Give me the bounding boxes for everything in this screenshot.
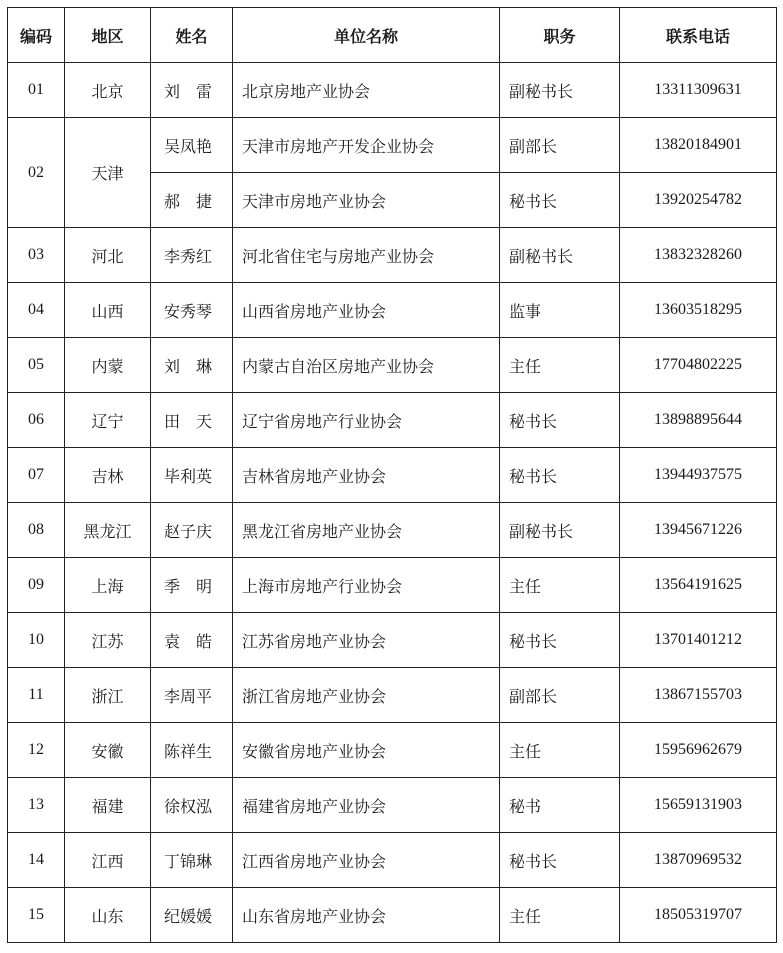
cell-region: 黑龙江 <box>65 503 151 558</box>
cell-region: 安徽 <box>65 723 151 778</box>
cell-code: 11 <box>8 668 65 723</box>
cell-region: 上海 <box>65 558 151 613</box>
cell-phone: 13920254782 <box>620 173 777 228</box>
cell-code: 06 <box>8 393 65 448</box>
table-row <box>8 448 777 503</box>
cell-unit: 江苏省房地产业协会 <box>233 613 500 668</box>
cell-region: 江苏 <box>65 613 151 668</box>
cell-name: 袁 皓 <box>151 613 233 668</box>
cell-code: 05 <box>8 338 65 393</box>
header-phone: 联系电话 <box>620 8 777 63</box>
cell-position: 秘书长 <box>500 393 620 448</box>
cell-name: 纪媛媛 <box>151 888 233 943</box>
table-row <box>8 668 777 723</box>
cell-code: 01 <box>8 63 65 118</box>
table-row <box>8 228 777 283</box>
table-row <box>8 778 777 833</box>
cell-position: 秘书长 <box>500 613 620 668</box>
cell-position: 主任 <box>500 888 620 943</box>
cell-position: 副部长 <box>500 118 620 173</box>
cell-name: 季 明 <box>151 558 233 613</box>
header-region: 地区 <box>65 8 151 63</box>
cell-region: 天津 <box>65 118 151 228</box>
cell-phone: 13944937575 <box>620 448 777 503</box>
cell-code: 08 <box>8 503 65 558</box>
cell-region: 江西 <box>65 833 151 888</box>
cell-name: 刘 琳 <box>151 338 233 393</box>
cell-unit: 内蒙古自治区房地产业协会 <box>233 338 500 393</box>
cell-unit: 北京房地产业协会 <box>233 63 500 118</box>
cell-phone: 15659131903 <box>620 778 777 833</box>
cell-unit: 黑龙江省房地产业协会 <box>233 503 500 558</box>
cell-phone: 13870969532 <box>620 833 777 888</box>
cell-phone: 13701401212 <box>620 613 777 668</box>
cell-position: 秘书长 <box>500 833 620 888</box>
cell-phone: 13603518295 <box>620 283 777 338</box>
cell-position: 秘书长 <box>500 173 620 228</box>
cell-region: 内蒙 <box>65 338 151 393</box>
cell-name: 赵子庆 <box>151 503 233 558</box>
cell-code: 02 <box>8 118 65 228</box>
table-row <box>8 283 777 338</box>
cell-position: 副部长 <box>500 668 620 723</box>
cell-phone: 13945671226 <box>620 503 777 558</box>
cell-code: 07 <box>8 448 65 503</box>
cell-code: 09 <box>8 558 65 613</box>
table-row <box>8 503 777 558</box>
cell-position: 副秘书长 <box>500 228 620 283</box>
cell-unit: 河北省住宅与房地产业协会 <box>233 228 500 283</box>
cell-position: 主任 <box>500 338 620 393</box>
cell-unit: 天津市房地产业协会 <box>233 173 500 228</box>
cell-name: 徐权泓 <box>151 778 233 833</box>
cell-phone: 17704802225 <box>620 338 777 393</box>
cell-region: 福建 <box>65 778 151 833</box>
cell-name: 李秀红 <box>151 228 233 283</box>
header-unit: 单位名称 <box>233 8 500 63</box>
cell-unit: 吉林省房地产业协会 <box>233 448 500 503</box>
cell-position: 主任 <box>500 558 620 613</box>
cell-unit: 福建省房地产业协会 <box>233 778 500 833</box>
cell-unit: 上海市房地产行业协会 <box>233 558 500 613</box>
cell-phone: 13867155703 <box>620 668 777 723</box>
cell-name: 毕利英 <box>151 448 233 503</box>
header-name: 姓名 <box>151 8 233 63</box>
cell-unit: 山东省房地产业协会 <box>233 888 500 943</box>
cell-position: 主任 <box>500 723 620 778</box>
cell-unit: 天津市房地产开发企业协会 <box>233 118 500 173</box>
cell-phone: 13820184901 <box>620 118 777 173</box>
table-row <box>8 393 777 448</box>
cell-phone: 13898895644 <box>620 393 777 448</box>
cell-region: 山西 <box>65 283 151 338</box>
cell-phone: 13311309631 <box>620 63 777 118</box>
table-row <box>8 118 777 173</box>
cell-region: 北京 <box>65 63 151 118</box>
cell-unit: 安徽省房地产业协会 <box>233 723 500 778</box>
cell-name: 刘 雷 <box>151 63 233 118</box>
cell-region: 浙江 <box>65 668 151 723</box>
header-row <box>8 8 777 63</box>
table-body <box>8 63 777 943</box>
cell-unit: 江西省房地产业协会 <box>233 833 500 888</box>
table-row <box>8 63 777 118</box>
cell-position: 秘书 <box>500 778 620 833</box>
contacts-table <box>7 7 777 943</box>
cell-unit: 辽宁省房地产行业协会 <box>233 393 500 448</box>
cell-region: 辽宁 <box>65 393 151 448</box>
cell-name: 郝 捷 <box>151 173 233 228</box>
cell-name: 李周平 <box>151 668 233 723</box>
cell-name: 陈祥生 <box>151 723 233 778</box>
cell-name: 吴凤艳 <box>151 118 233 173</box>
cell-phone: 18505319707 <box>620 888 777 943</box>
cell-region: 山东 <box>65 888 151 943</box>
table-row <box>8 338 777 393</box>
cell-phone: 13832328260 <box>620 228 777 283</box>
table-row <box>8 723 777 778</box>
table-row <box>8 833 777 888</box>
cell-unit: 浙江省房地产业协会 <box>233 668 500 723</box>
cell-code: 13 <box>8 778 65 833</box>
cell-name: 田 天 <box>151 393 233 448</box>
header-position: 职务 <box>500 8 620 63</box>
cell-phone: 15956962679 <box>620 723 777 778</box>
cell-unit: 山西省房地产业协会 <box>233 283 500 338</box>
cell-code: 12 <box>8 723 65 778</box>
cell-position: 监事 <box>500 283 620 338</box>
cell-position: 副秘书长 <box>500 503 620 558</box>
cell-position: 秘书长 <box>500 448 620 503</box>
cell-code: 03 <box>8 228 65 283</box>
table-row <box>8 888 777 943</box>
cell-position: 副秘书长 <box>500 63 620 118</box>
table-row <box>8 558 777 613</box>
cell-code: 10 <box>8 613 65 668</box>
header-code: 编码 <box>8 8 65 63</box>
cell-region: 河北 <box>65 228 151 283</box>
table-row <box>8 613 777 668</box>
cell-phone: 13564191625 <box>620 558 777 613</box>
cell-code: 04 <box>8 283 65 338</box>
cell-code: 14 <box>8 833 65 888</box>
cell-code: 15 <box>8 888 65 943</box>
cell-region: 吉林 <box>65 448 151 503</box>
cell-name: 丁锦琳 <box>151 833 233 888</box>
cell-name: 安秀琴 <box>151 283 233 338</box>
